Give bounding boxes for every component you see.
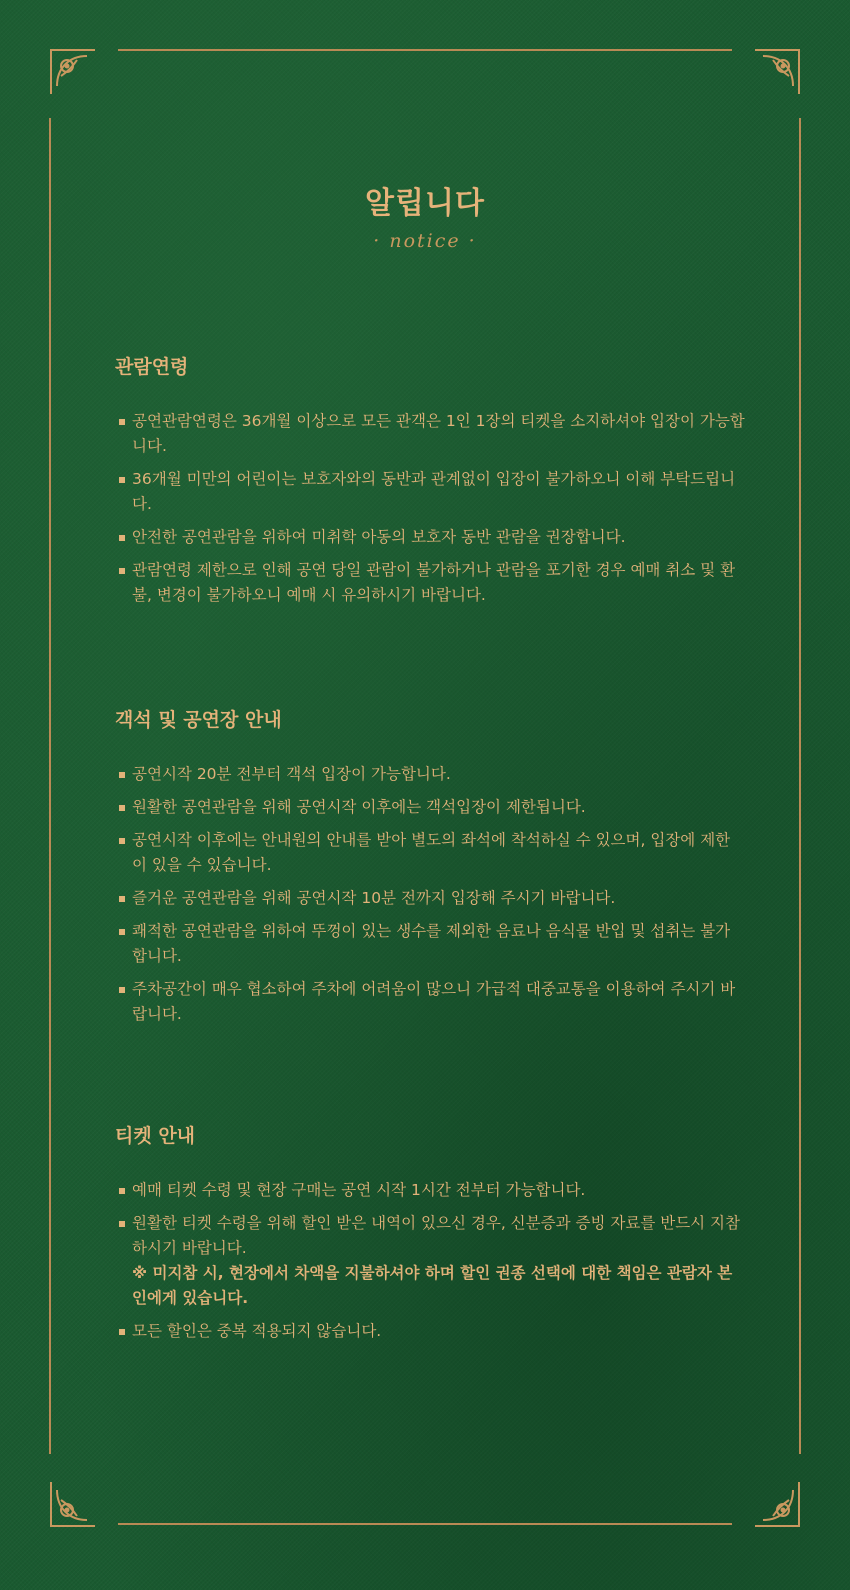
list-item: 관람연령 제한으로 인해 공연 당일 관람이 불가하거나 관람을 포기한 경우 예매 취소 및 환불, 변경이 불가하오니 예매 시 유의하시기 바랍니다.	[115, 558, 745, 608]
ornament-corner-icon	[47, 1478, 99, 1530]
list-item: 주차공간이 매우 협소하여 주차에 어려움이 많으니 가급적 대중교통을 이용하여 주시기 바랍니다.	[115, 977, 745, 1027]
page-subtitle: · notice ·	[373, 230, 477, 252]
list-item: 예매 티켓 수령 및 현장 구매는 공연 시작 1시간 전부터 가능합니다.	[115, 1178, 745, 1203]
list-item: 원활한 공연관람을 위해 공연시작 이후에는 객석입장이 제한됩니다.	[115, 795, 745, 820]
ornament-corner-icon	[751, 1478, 803, 1530]
list-item: 쾌적한 공연관람을 위하여 뚜껑이 있는 생수를 제외한 음료나 음식물 반입 및 섭취는 불가합니다.	[115, 919, 745, 969]
page-title: 알립니다	[365, 186, 485, 221]
page-header	[0, 178, 850, 252]
list-item: 36개월 미만의 어린이는 보호자와의 동반과 관계없이 입장이 불가하오니 이해 부탁드립니다.	[115, 467, 745, 517]
list-item: 공연시작 이후에는 안내원의 안내를 받아 별도의 좌석에 착석하실 수 있으며, 입장에 제한이 있을 수 있습니다.	[115, 828, 745, 878]
frame-right-line	[799, 118, 801, 1454]
section-heading: 관람연령	[115, 356, 189, 378]
list-item-text: 원활한 티켓 수령을 위해 할인 받은 내역이 있으신 경우, 신분증과 증빙 자료를 반드시 지참하시기 바랍니다.	[132, 1214, 741, 1257]
section-heading: 객석 및 공연장 안내	[115, 709, 282, 731]
list-item: 안전한 공연관람을 위하여 미취학 아동의 보호자 동반 관람을 권장합니다.	[115, 525, 745, 550]
frame-top-line	[118, 49, 732, 51]
section-heading: 티켓 안내	[115, 1125, 196, 1147]
notice-list	[115, 762, 745, 1027]
list-item	[115, 1211, 745, 1311]
frame-bottom-line	[118, 1523, 732, 1525]
ornament-corner-icon	[751, 46, 803, 98]
list-item: 모든 할인은 중복 적용되지 않습니다.	[115, 1319, 745, 1344]
notice-list	[115, 409, 745, 608]
ornament-corner-icon	[47, 46, 99, 98]
section-age	[115, 352, 745, 616]
section-ticket	[115, 1121, 745, 1352]
section-seating	[115, 705, 745, 1035]
notice-list	[115, 1178, 745, 1344]
frame-left-line	[49, 118, 51, 1454]
list-item: 공연시작 20분 전부터 객석 입장이 가능합니다.	[115, 762, 745, 787]
warning-note: ※ 미지참 시, 현장에서 차액을 지불하셔야 하며 할인 권종 선택에 대한 책임은 관람자 본인에게 있습니다.	[132, 1264, 733, 1307]
list-item: 공연관람연령은 36개월 이상으로 모든 관객은 1인 1장의 티켓을 소지하셔야 입장이 가능합니다.	[115, 409, 745, 459]
list-item: 즐거운 공연관람을 위해 공연시작 10분 전까지 입장해 주시기 바랍니다.	[115, 886, 745, 911]
